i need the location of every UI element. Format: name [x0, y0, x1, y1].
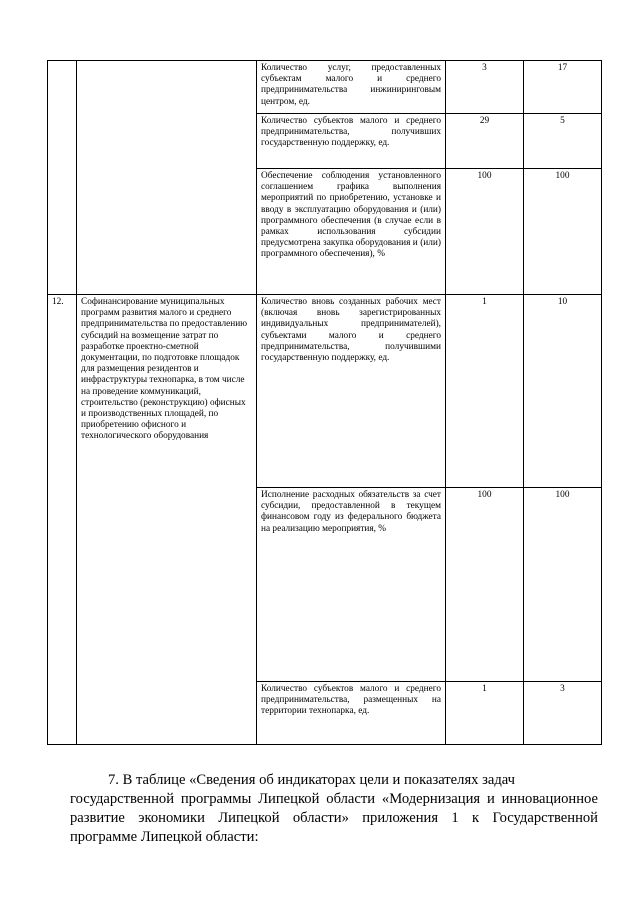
value-cell: 1: [446, 682, 524, 745]
indicator-cell: Количество услуг, предоставленных субъектам малого и среднего предпринимательства инжиниринговым центром, ед.: [257, 61, 446, 114]
paragraph-first-line: 7. В таблице «Сведения об индикаторах цели и показателях задач: [108, 772, 515, 788]
row-number-cell: 12.: [48, 295, 77, 745]
value-cell: 29: [446, 114, 524, 169]
indicator-cell: Исполнение расходных обязательств за счет субсидии, предоставленной в текущем финансовом году из федерального бюджета на реализацию мероприятия, %: [257, 488, 446, 682]
indicator-cell: Обеспечение соблюдения установленного соглашением графика выполнения мероприятий по приобретению, установке и вводу в эксплуатацию оборудования и (или) программного обеспечения (в случае если в рамках использования субсидии предусмотрена закупка оборудования и (или) программного обеспечения), %: [257, 169, 446, 295]
paragraph-continuation: государственной программы Липецкой области «Модернизация и инновационное развитие экономики Липецкой области» приложения 1 к Государственной программе Липецкой области:: [70, 791, 598, 845]
empty-measure-cell: [77, 61, 257, 295]
value-cell: 5: [524, 114, 602, 169]
value-cell: 100: [446, 488, 524, 682]
value-cell: 3: [524, 682, 602, 745]
value-cell: 10: [524, 295, 602, 488]
indicator-cell: Количество субъектов малого и среднего предпринимательства, получивших государственную поддержку, ед.: [257, 114, 446, 169]
table-row: [48, 61, 602, 114]
value-cell: 100: [524, 488, 602, 682]
empty-number-cell: [48, 61, 77, 295]
value-cell: 100: [524, 169, 602, 295]
indicators-table: [47, 60, 602, 745]
value-cell: 100: [446, 169, 524, 295]
value-cell: 17: [524, 61, 602, 114]
indicator-cell: Количество субъектов малого и среднего предпринимательства, размещенных на территории технопарка, ед.: [257, 682, 446, 745]
measure-cell: Софинансирование муниципальных программ развития малого и среднего предпринимательства по предоставлению субсидий на возмещение затрат по разработке проектно-сметной документации, по подготовке площадок для размещения резидентов и инфраструктуры технопарка, в том числе на проведение коммуникаций, строительство (реконструкцию) офисных и производственных площадей, по приобретению офисного и технологического оборудования: [77, 295, 257, 745]
value-cell: 1: [446, 295, 524, 488]
indicator-cell: Количество вновь созданных рабочих мест (включая вновь зарегистрированных индивидуальных предпринимателей), субъектами малого и среднего предпринимательства, получившими государственную поддержку, ед.: [257, 295, 446, 488]
amendment-paragraph: [70, 771, 598, 847]
table-row: [48, 295, 602, 488]
value-cell: 3: [446, 61, 524, 114]
